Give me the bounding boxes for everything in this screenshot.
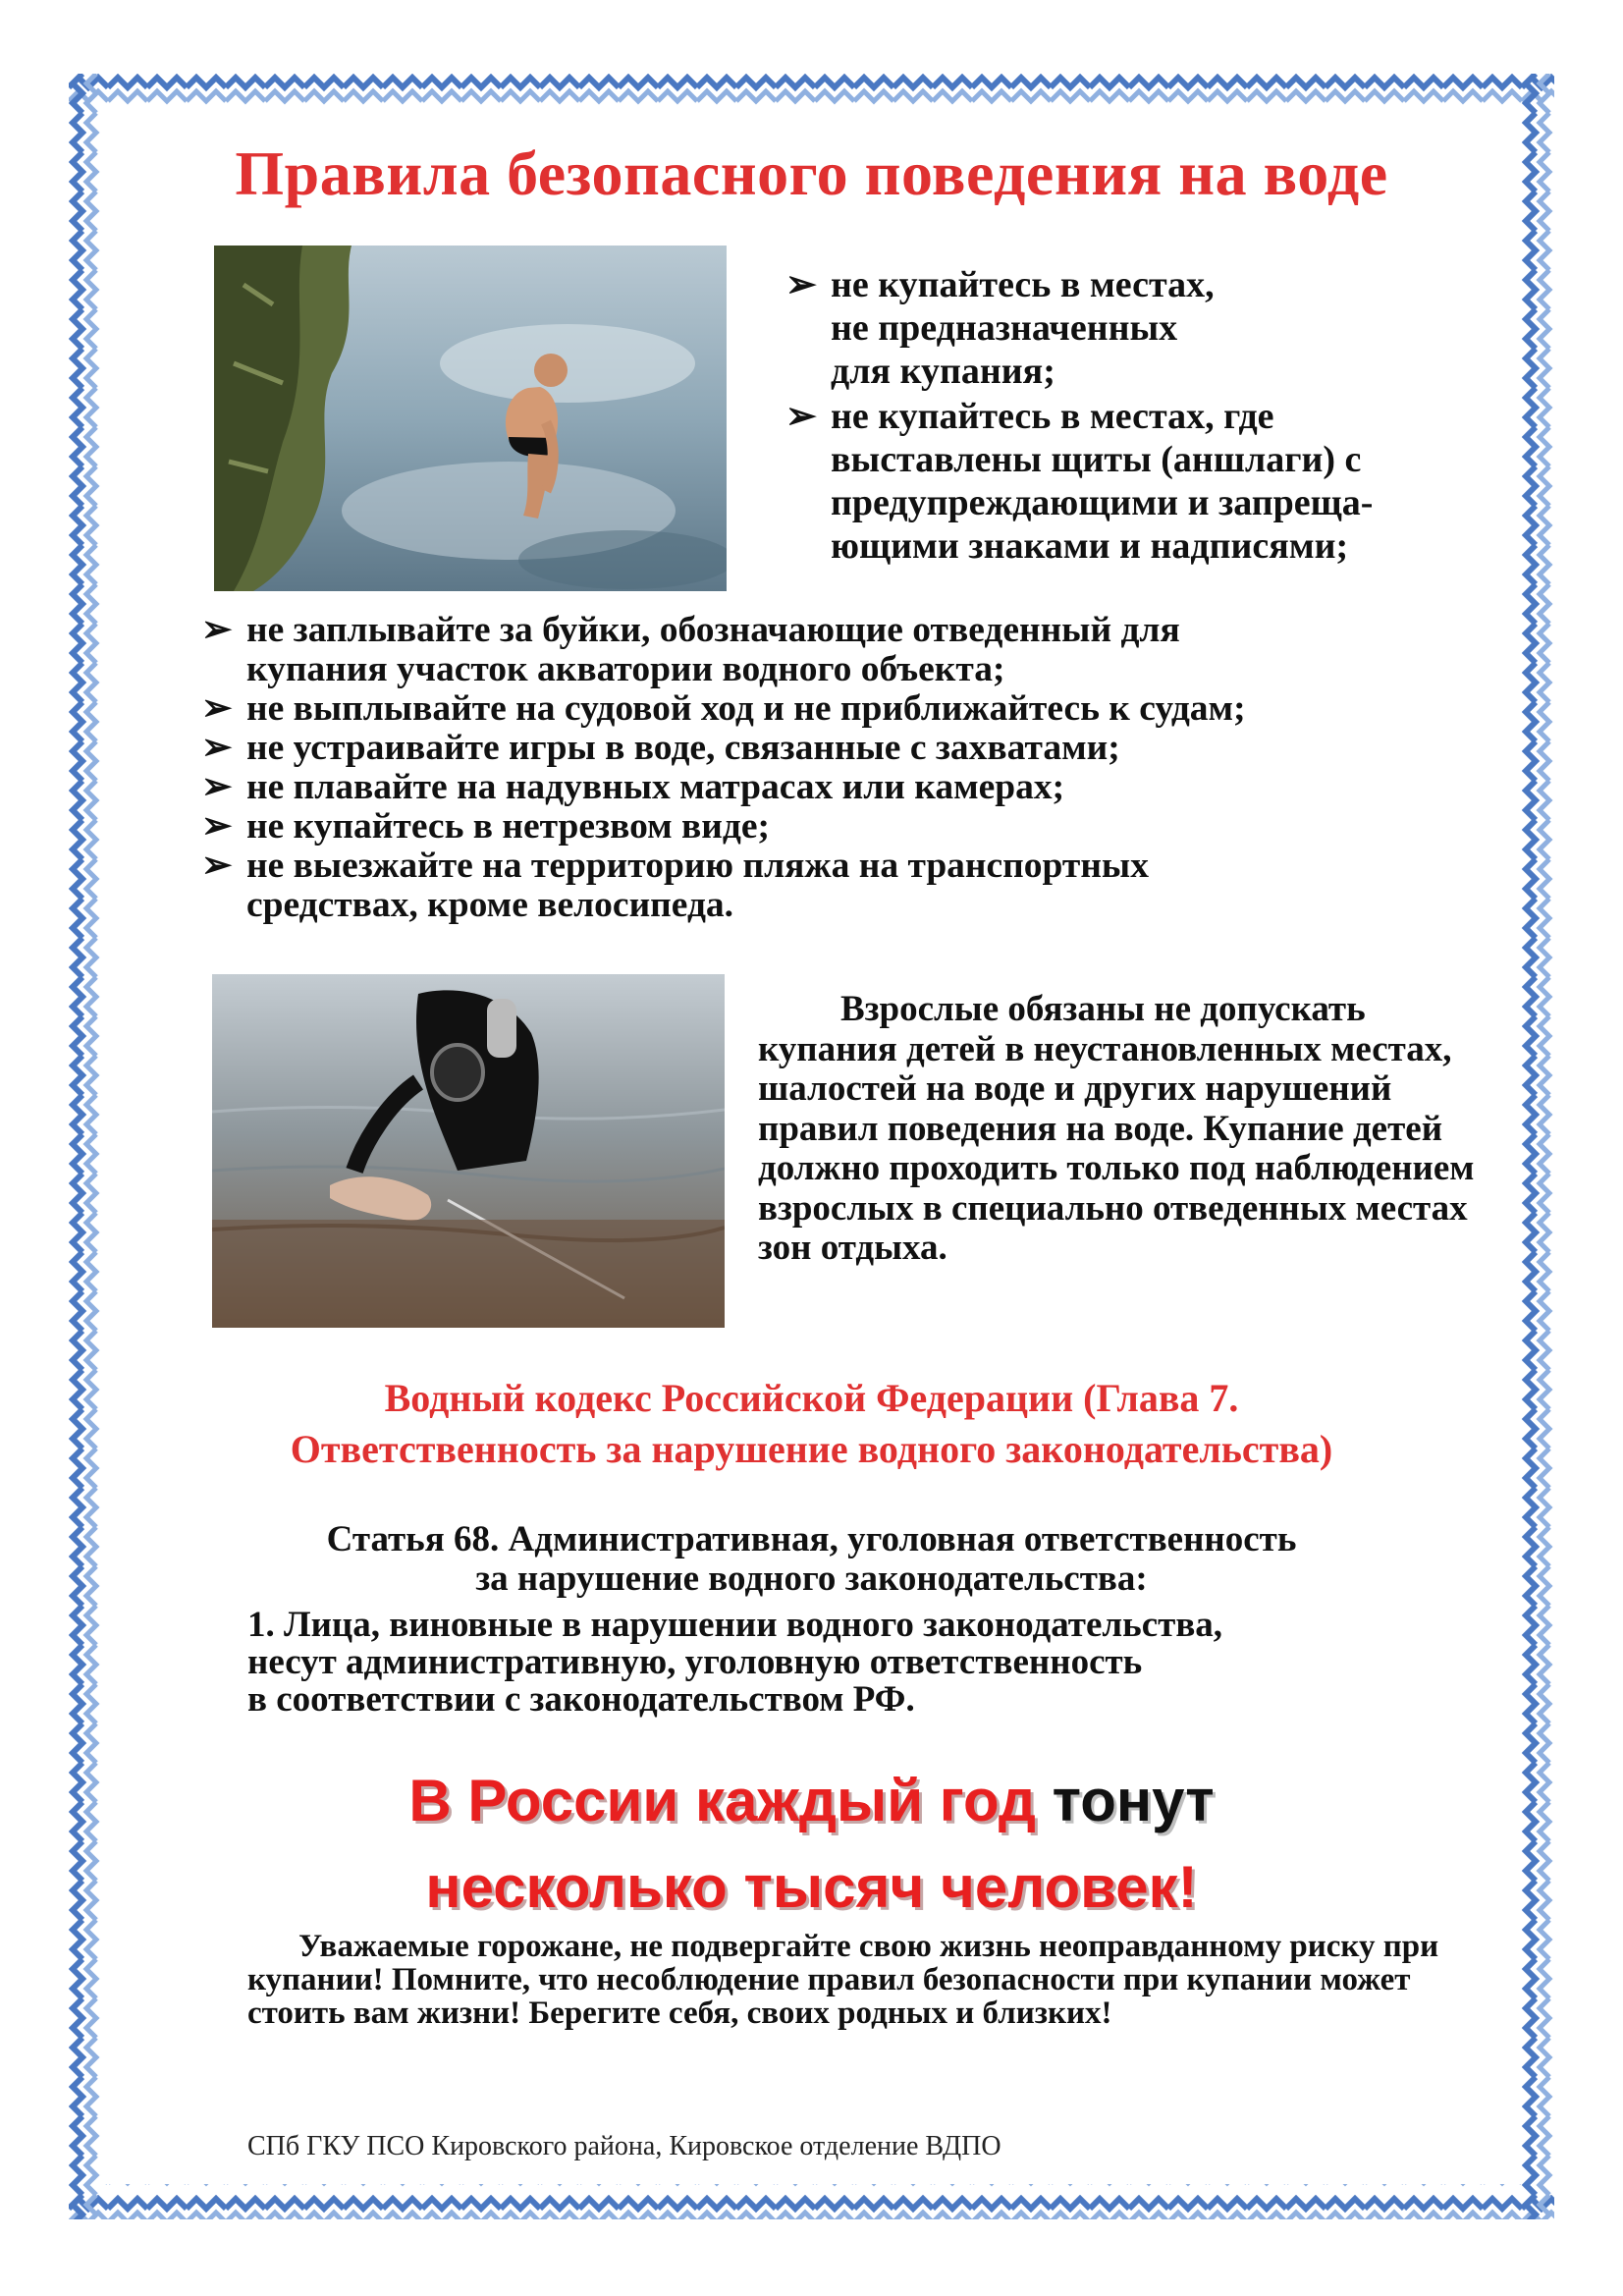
arrow-bullet-icon: ➢ xyxy=(201,806,233,847)
photo-diver-rescue xyxy=(212,974,725,1328)
rule-line: не купайтесь в местах, xyxy=(831,264,1215,305)
footer-organization: СПб ГКУ ПСО Кировского района, Кировское отделение ВДПО xyxy=(247,2131,1001,2161)
rule-line: предупреждающими и запреща- xyxy=(831,482,1374,523)
water-code-line: Ответственность за нарушение водного законодательства) xyxy=(290,1427,1333,1471)
water-code-line: Водный кодекс Российской Федерации (Глава 7. xyxy=(384,1376,1239,1420)
article-heading-line: за нарушение водного законодательства: xyxy=(475,1558,1148,1599)
adults-responsibility-text: Взрослые обязаны не допускать купания детей в неустановленных местах, шалостей на воде и других нарушений правил поведения на воде. Купание детей должно проходить только под наблюдением взрослых в специально отведенных местах зон отдыха. xyxy=(758,989,1475,1268)
rule-line: не выплывайте на судовой ход и не приближайтесь к судам; xyxy=(246,688,1246,729)
rule-line: купания участок акватории водного объекта; xyxy=(246,649,1005,689)
rule-item xyxy=(201,768,1478,807)
rules-list-main xyxy=(201,611,1478,925)
rule-line: не заплывайте за буйки, обозначающие отведенный для xyxy=(246,610,1180,650)
article-heading-line: Статья 68. Административная, уголовная ответственность xyxy=(326,1519,1297,1559)
poster-title: Правила безопасного поведения на воде xyxy=(235,138,1388,208)
rule-item xyxy=(201,807,1478,847)
rule-line: не купайтесь в местах, где xyxy=(831,396,1274,437)
rule-line: не купайтесь в нетрезвом виде; xyxy=(246,806,771,847)
citizens-appeal-text: Уважаемые горожане, не подвергайте свою жизнь неоправданному риску при купании! Помните, что несоблюдение правил безопасности при купании может стоить вам жизни! Берегите себя, своих родных и близких! xyxy=(247,1929,1439,2031)
rule-item xyxy=(201,611,1478,689)
rule-line: выставлены щиты (аншлаги) с xyxy=(831,439,1362,480)
arrow-bullet-icon: ➢ xyxy=(201,610,233,650)
rule-line: средствах, кроме велосипеда. xyxy=(246,885,734,925)
article-body-line: несут административную, уголовную ответственность xyxy=(247,1642,1143,1682)
arrow-bullet-icon: ➢ xyxy=(201,846,233,886)
warning-black-text: тонут xyxy=(1052,1768,1215,1833)
rule-item xyxy=(785,395,1492,568)
rule-item xyxy=(201,729,1478,768)
rule-line: не предназначенных xyxy=(831,307,1178,349)
article-body-line: в соответствии с законодательством РФ. xyxy=(247,1679,915,1720)
rule-item xyxy=(785,263,1492,393)
water-code-heading xyxy=(0,1373,1623,1475)
drowning-warning-banner xyxy=(0,1758,1623,1931)
rule-line: для купания; xyxy=(831,351,1055,392)
arrow-bullet-icon: ➢ xyxy=(201,688,233,729)
rule-line: не плавайте на надувных матрасах или камерах; xyxy=(246,767,1065,807)
rules-list-top xyxy=(785,263,1492,570)
article-68-heading xyxy=(0,1520,1623,1599)
warning-red-text-line2: несколько тысяч человек! xyxy=(425,1854,1198,1920)
arrow-bullet-icon: ➢ xyxy=(201,767,233,807)
article-68-body xyxy=(247,1607,1475,1719)
rule-line: не выезжайте на территорию пляжа на транспортных xyxy=(246,846,1149,886)
rule-line: не устраивайте игры в воде, связанные с захватами; xyxy=(246,728,1120,768)
photo-boy-jumping-into-water xyxy=(214,246,727,591)
arrow-bullet-icon: ➢ xyxy=(785,264,817,305)
rule-item xyxy=(201,689,1478,729)
rule-line: ющими знаками и надписями; xyxy=(831,525,1349,567)
warning-red-text: В России каждый год xyxy=(408,1768,1036,1833)
article-body-line: 1. Лица, виновные в нарушении водного законодательства, xyxy=(247,1605,1223,1645)
rule-item xyxy=(201,847,1478,925)
arrow-bullet-icon: ➢ xyxy=(201,728,233,768)
arrow-bullet-icon: ➢ xyxy=(785,396,817,437)
